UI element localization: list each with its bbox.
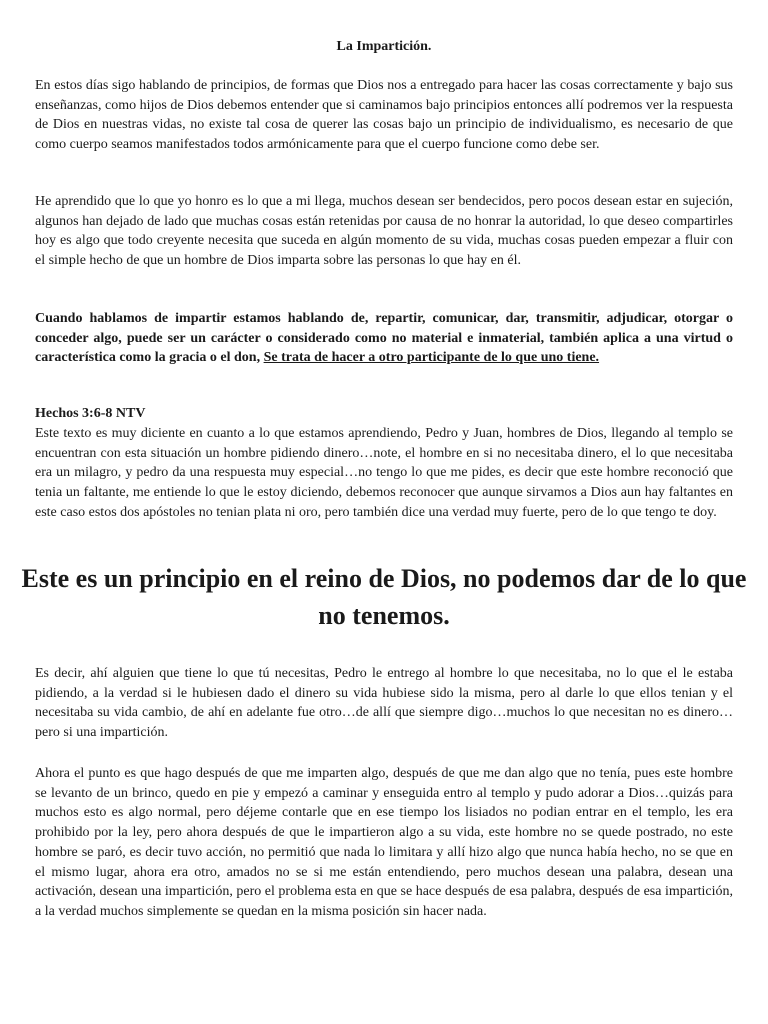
paragraph-need: Es decir, ahí alguien que tiene lo que tú necesitas, Pedro le entrego al hombre lo que necesitaba, no lo que el le estaba pidiendo, a la verdad si le hubiesen dado el dinero su vida hubiese sido la misma, pero al darle lo que ellos tenian y el necesitaba su vida cambio, de ahí en adelante fue otro…de allí que siempre digo…muchos lo que necesitan no es dinero…pero si una impartición.: [35, 666, 733, 741]
definition-text: Cuando hablamos de impartir estamos hablando de, repartir, comunicar, dar, transmitir, adjudicar, otorgar o conceder algo, puede ser un carácter o considerado como no material e inmaterial, también aplica a una virtud o característica como la gracia o el don,: [35, 311, 733, 366]
scripture-reference: Hechos 3:6-8 NTV: [35, 406, 146, 421]
paragraph-honor: He aprendido que lo que yo honro es lo que a mi llega, muchos desean ser bendecidos, pero pocos desean estar en sujeción, algunos han dejado de lado que muchas cosas están retenidas por causa de no honrar la autoridad, lo que deseo compartirles hoy es algo que todo creyente necesita que suceda en algún momento de su vida, muchas cosas pueden empezar a fluir con el simple hecho de que un hombre de Dios imparta sobre las personas lo que hay en él.: [35, 194, 733, 269]
paragraph-action: Ahora el punto es que hago después de que me imparten algo, después de que me dan algo que no tenía, pues este hombre se levanto de un brinco, quedo en pie y empezó a caminar y enseguida entro al templo y pudo adorar a Dios…quizás para muchos esto es algo normal, pero déjeme contarle que en ese tiempo los lisiados no podian entrar en el templo, les era prohibido por la ley, pero ahora después de que le impartieron algo a su vida, este hombre no se quede postrado, no este hombre se paró, es decir tuvo acción, no permitió que nada lo limitara y allí hizo algo que nunca había hecho, no se que en el mismo lugar, ahora era otro, amados no se si me están entendiendo, pero muchos desean una palabra, desean una activación, desean una impartición, pero el problema esta en que se hace después de esa palabra, después de esa impartición, a la verdad muchos simplemente se quedan en la misma posición sin hacer nada.: [35, 766, 733, 919]
paragraph-principles: En estos días sigo hablando de principios, de formas que Dios nos a entregado para hacer las cosas correctamente y bajo sus enseñanzas, como hijos de Dios debemos entender que si caminamos bajo principios entonces allí podremos ver la respuesta de Dios en nuestras vidas, no existe tal cosa de querer las cosas bajo un principio de individualismo, es necesario de que como cuerpo seamos manifestados todos armónicamente para que el cuerpo funcione como debe ser.: [35, 78, 733, 153]
paragraph-scripture-commentary: Este texto es muy diciente en cuanto a lo que estamos aprendiendo, Pedro y Juan, hombres de Dios, llegando al templo se encuentran con esta situación un hombre pidiendo dinero…note, el hombre en si no necesitaba dinero, el lo que necesitaba era un milagro, y pedro da una respuesta muy especial…no tengo lo que me pides, es decir que este hombre reconoció que tenia un faltante, me entiende lo que le estoy diciendo, debemos reconocer que aunque sirvamos a Dios aun hay faltantes en este caso estos dos apóstoles no tenian plata ni oro, pero también dice una verdad muy fuerte, pero de lo que tengo te doy.: [35, 426, 733, 520]
paragraph-definition: [35, 309, 733, 368]
definition-underlined-text: Se trata de hacer a otro participante de lo que uno tiene.: [263, 350, 600, 366]
highlight-statement: Este es un principio en el reino de Dios, no podemos dar de lo que no tenemos.: [21, 564, 747, 630]
document-title: La Impartición.: [336, 39, 432, 54]
